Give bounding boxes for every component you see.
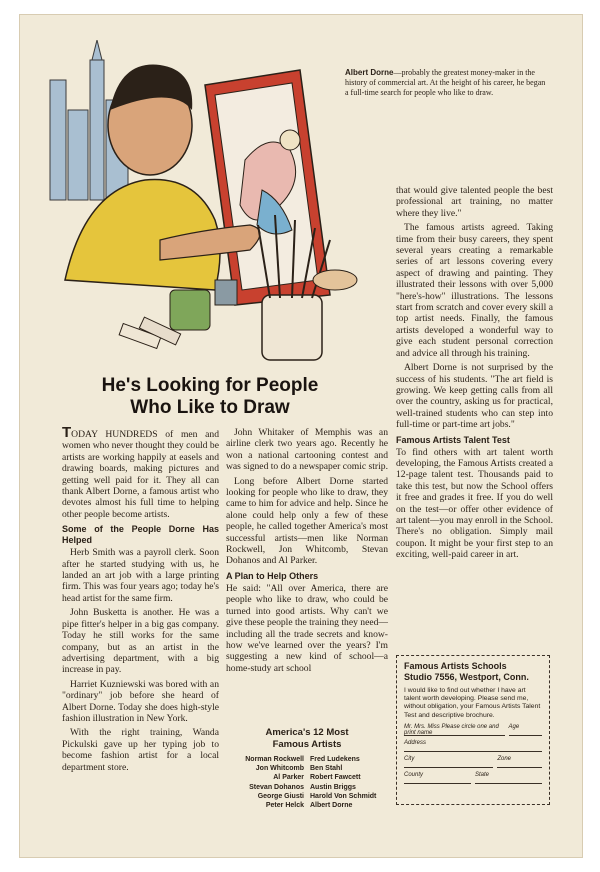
headline-line-2: Who Like to Draw bbox=[130, 397, 290, 418]
city-field[interactable] bbox=[404, 756, 493, 768]
zone-field[interactable] bbox=[497, 756, 542, 768]
caption-name: Albert Dorne bbox=[345, 68, 394, 77]
section-heading-helped: Some of the People Dorne Has Helped bbox=[62, 524, 219, 546]
paragraph: John Busketta is another. He was a pipe fitter's helper in a big gas company. Today he still works for the same company, but as an artist in the advertising department, with a big increase in pay. bbox=[62, 607, 219, 676]
artist-illustration bbox=[30, 40, 360, 370]
artists-title-2: Famous Artists bbox=[272, 739, 342, 750]
artist-name: George Giusti bbox=[257, 792, 304, 800]
paragraph: Albert Dorne is not surprised by the success of his students. "The art field is growing. We keep getting calls from all over the country, asking us for practical, well-trained students who can step into full-time or part-time art jobs." bbox=[396, 362, 553, 431]
coupon-studio: Studio 7556, Westport, Conn. bbox=[404, 672, 529, 682]
city-label: City bbox=[404, 755, 415, 762]
name-note: Please circle one and print name bbox=[404, 723, 499, 736]
artists-title-1: America's 12 Most bbox=[265, 727, 349, 738]
text-column-2 bbox=[226, 427, 388, 677]
paragraph: With the right training, Wanda Pickulski gave up her typing job to become fashion artist for a local department store. bbox=[62, 727, 219, 773]
artist-name: Stevan Dohanos bbox=[249, 783, 304, 791]
paragraph: Harriet Kuzniewski was bored with an "ordinary" job before she heard of Albert Dorne. Today she does high-style fashion illustration in New York. bbox=[62, 678, 219, 724]
age-field[interactable] bbox=[509, 724, 543, 736]
artist-name: Harold Von Schmidt bbox=[310, 792, 377, 800]
artist-name: Ben Stahl bbox=[310, 765, 343, 773]
coupon-request: I would like to find out whether I have art talent worth developing. Please send me, without obligation, your Famous Artists Talent Test and descriptive brochure. bbox=[404, 687, 541, 719]
zone-label: Zone bbox=[497, 755, 512, 762]
coupon-school: Famous Artists Schools bbox=[404, 661, 507, 671]
caption-text: —probably the greatest money-maker in the history of commercial art. At the height of his career, he began a full-time search for people who like to draw. bbox=[345, 68, 546, 97]
name-field[interactable] bbox=[404, 724, 505, 736]
artist-name: Jon Whitcomb bbox=[255, 765, 304, 773]
artist-name: Fred Ludekens bbox=[310, 756, 360, 763]
artist-name: Albert Dorne bbox=[310, 802, 353, 810]
paragraph: John Whitaker of Memphis was an airline clerk two years ago. Recently he won a national cartooning contest and was signed to do a newspaper comic strip. bbox=[226, 427, 388, 473]
artist-name: Al Parker bbox=[273, 774, 304, 782]
artist-name: Peter Helck bbox=[265, 802, 304, 810]
intro-paragraph bbox=[62, 424, 219, 520]
artist-name: Robert Fawcett bbox=[310, 774, 361, 782]
age-label: Age bbox=[508, 723, 520, 730]
drop-cap: T bbox=[62, 424, 72, 441]
state-label: State bbox=[475, 771, 490, 778]
address-label: Address bbox=[404, 739, 427, 746]
intro-text: ODAY HUNDREDS of men and women who never thought they could be artists are working happily at easels and drawing boards, making pictures and getting well paid for it. They all can thank Albert Dorne, a famous artist who devotes almost his full time to helping other people become artists. bbox=[62, 429, 219, 520]
paragraph: He said: "All over America, there are people who like to draw, who could be turned into good artists. Why can't we give these people the training they need—including all the trade secrets and know-how we've learned over the years? I'm suggesting a new kind of school—a home-study art school bbox=[226, 582, 388, 674]
section-heading-plan: A Plan to Help Others bbox=[226, 570, 319, 581]
artist-name: Austin Briggs bbox=[310, 783, 356, 791]
state-field[interactable] bbox=[475, 772, 542, 784]
county-field[interactable] bbox=[404, 772, 471, 784]
text-column-3 bbox=[396, 185, 553, 564]
famous-artists-list bbox=[226, 727, 388, 810]
artist-name: Norman Rockwell bbox=[245, 756, 304, 763]
paragraph: that would give talented people the best professional art training, no matter where they live." bbox=[396, 185, 553, 219]
address-field[interactable] bbox=[404, 740, 542, 752]
paragraph: To find others with art talent worth developing, the Famous Artists created a 12-page talent test. Thousands paid to take this test, but now the School offers it free and grades it free. If you do well on the test—or offer other evidence of art talent—you may enroll in the School. There's no obligation. Simply mail coupon. It might be your first step to an exciting, well-paid career in art. bbox=[396, 446, 553, 561]
paragraph: The famous artists agreed. Taking time from their busy careers, they spent several years creating a remarkable series of art lessons covering every aspect of drawing and painting. They illustrated their lessons with over 5,000 "here's-how" illustrations. The lessons start from scratch and cover every skill a top artist needs. Finally, the famous artists developed a wonderful way to give each student personal correction and advice all through his training. bbox=[396, 222, 553, 359]
headline-line-1: He's Looking for People bbox=[101, 375, 319, 396]
text-column-1 bbox=[62, 424, 219, 776]
mail-coupon[interactable] bbox=[396, 655, 550, 805]
name-label: Mr. Mrs. Miss bbox=[404, 723, 440, 730]
paragraph: Herb Smith was a payroll clerk. Soon after he started studying with us, he landed an art job with a large printing firm. This was four years ago; today he's head artist for the same firm. bbox=[62, 547, 219, 604]
article-headline bbox=[55, 375, 365, 419]
paragraph: Long before Albert Dorne started looking for people who like to draw, they came to him for advice and help. Since he alone could help only a few of these people, he called together America's most successful artists—men like Norman Rockwell, Jon Whitcomb, Stevan Dohanos and Al Parker. bbox=[226, 475, 388, 567]
illustration-caption bbox=[345, 68, 550, 98]
county-label: County bbox=[404, 771, 424, 778]
section-heading-talent-test: Famous Artists Talent Test bbox=[396, 434, 510, 445]
